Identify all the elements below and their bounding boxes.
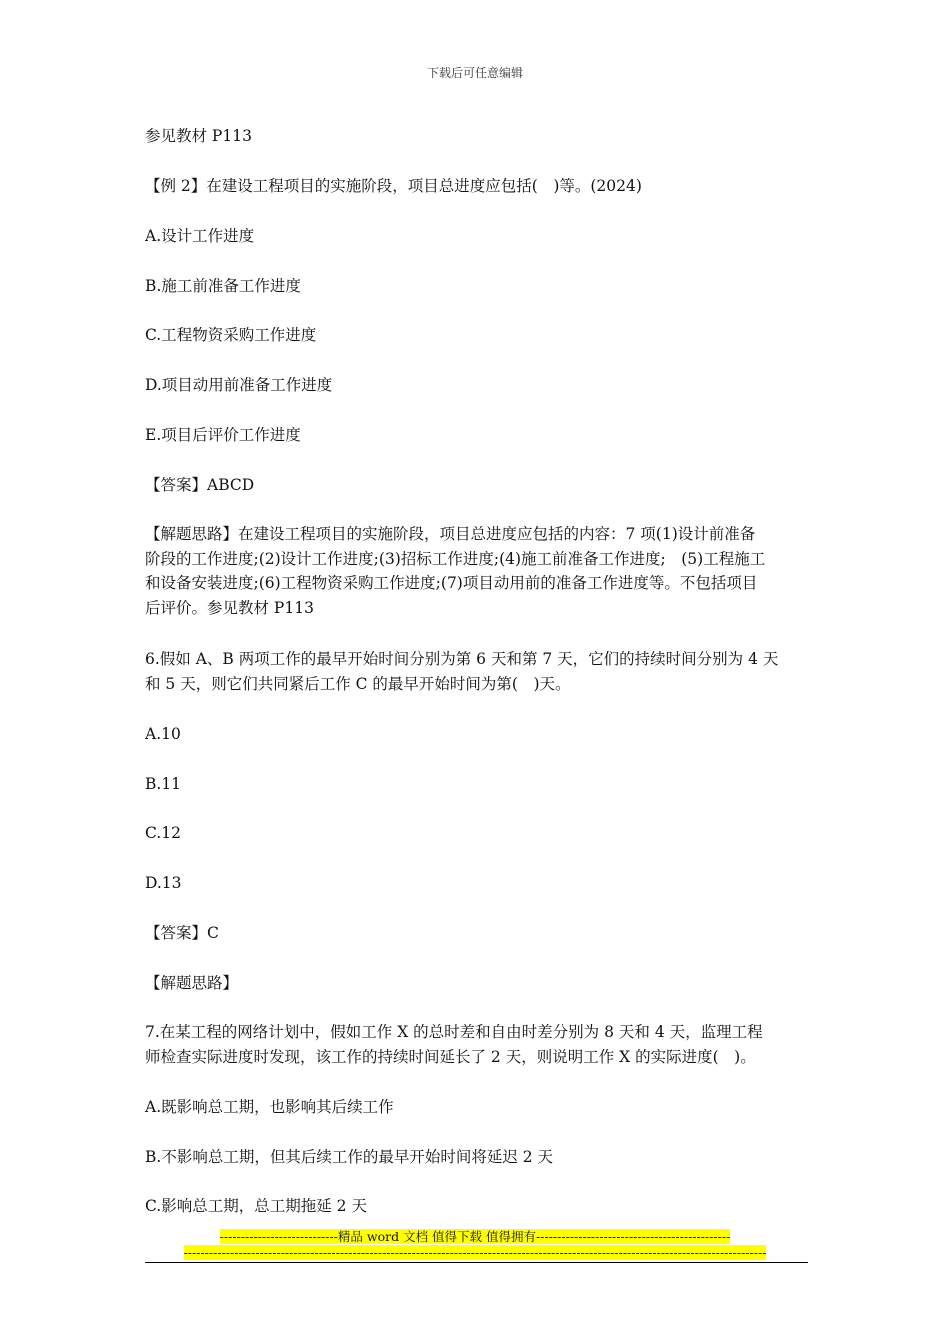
- question-line: 师检查实际进度时发现，该工作的持续时间延长了 2 天，则说明工作 X 的实际进度( )。: [145, 1047, 756, 1066]
- question-6: [145, 647, 808, 696]
- footer-divider: [145, 1262, 808, 1263]
- question-7-option-c: C.影响总工期，总工期拖延 2 天: [145, 1197, 367, 1215]
- footer-promo-line-2: [0, 1245, 950, 1261]
- example-2-option-d: D.项目动用前准备工作进度: [145, 376, 333, 394]
- example-2-option-b: B.施工前准备工作进度: [145, 277, 301, 295]
- example-2-explanation: [145, 522, 808, 620]
- textbook-reference: 参见教材 P113: [145, 127, 252, 145]
- question-7-option-a: A.既影响总工期，也影响其后续工作: [145, 1098, 394, 1116]
- question-6-option-c: C.12: [145, 824, 181, 842]
- explanation-line: 【解题思路】在建设工程项目的实施阶段，项目总进度应包括的内容：7 项(1)设计前准备: [145, 525, 756, 543]
- page-header-note: 下载后可任意编辑: [426, 66, 523, 80]
- question-line: 6.假如 A、B 两项工作的最早开始时间分别为第 6 天和第 7 天，它们的持续时间分别为 4 天: [145, 650, 779, 668]
- question-6-option-d: D.13: [145, 874, 182, 892]
- explanation-line: 和设备安装进度;(6)工程物资采购工作进度;(7)项目动用前的准备工作进度等。不包括项目: [145, 574, 758, 592]
- question-6-explanation: 【解题思路】: [145, 974, 239, 992]
- example-2-answer: 【答案】ABCD: [145, 476, 255, 494]
- example-2-option-e: E.项目后评价工作进度: [145, 426, 301, 444]
- question-6-option-a: A.10: [145, 725, 181, 743]
- question-6-answer: 【答案】C: [145, 924, 219, 942]
- example-2-option-c: C.工程物资采购工作进度: [145, 326, 317, 344]
- footer-promo-text: ----------------------------精品 word 文档 值得下载 值得拥有----------------------------------------------: [219, 1229, 731, 1244]
- example-2-question: 【例 2】在建设工程项目的实施阶段，项目总进度应包括( )等。(2024): [145, 177, 642, 195]
- footer-promo-line-1: [0, 1229, 950, 1245]
- explanation-line: 阶段的工作进度;(2)设计工作进度;(3)招标工作进度;(4)施工前准备工作进度; (5)工程施工: [145, 549, 766, 568]
- example-2-option-a: A.设计工作进度: [145, 227, 255, 245]
- question-7: [145, 1020, 808, 1069]
- explanation-line: 后评价。参见教材 P113: [145, 598, 314, 617]
- question-line: 7.在某工程的网络计划中，假如工作 X 的总时差和自由时差分别为 8 天和 4 天，监理工程: [145, 1023, 763, 1041]
- footer-promo-dashes: ------------------------------------------------------------------------------------------------------------------------------------------: [183, 1245, 767, 1260]
- question-line: 和 5 天，则它们共同紧后工作 C 的最早开始时间为第( )天。: [145, 674, 571, 693]
- question-6-option-b: B.11: [145, 775, 182, 793]
- question-7-option-b: B.不影响总工期，但其后续工作的最早开始时间将延迟 2 天: [145, 1148, 554, 1166]
